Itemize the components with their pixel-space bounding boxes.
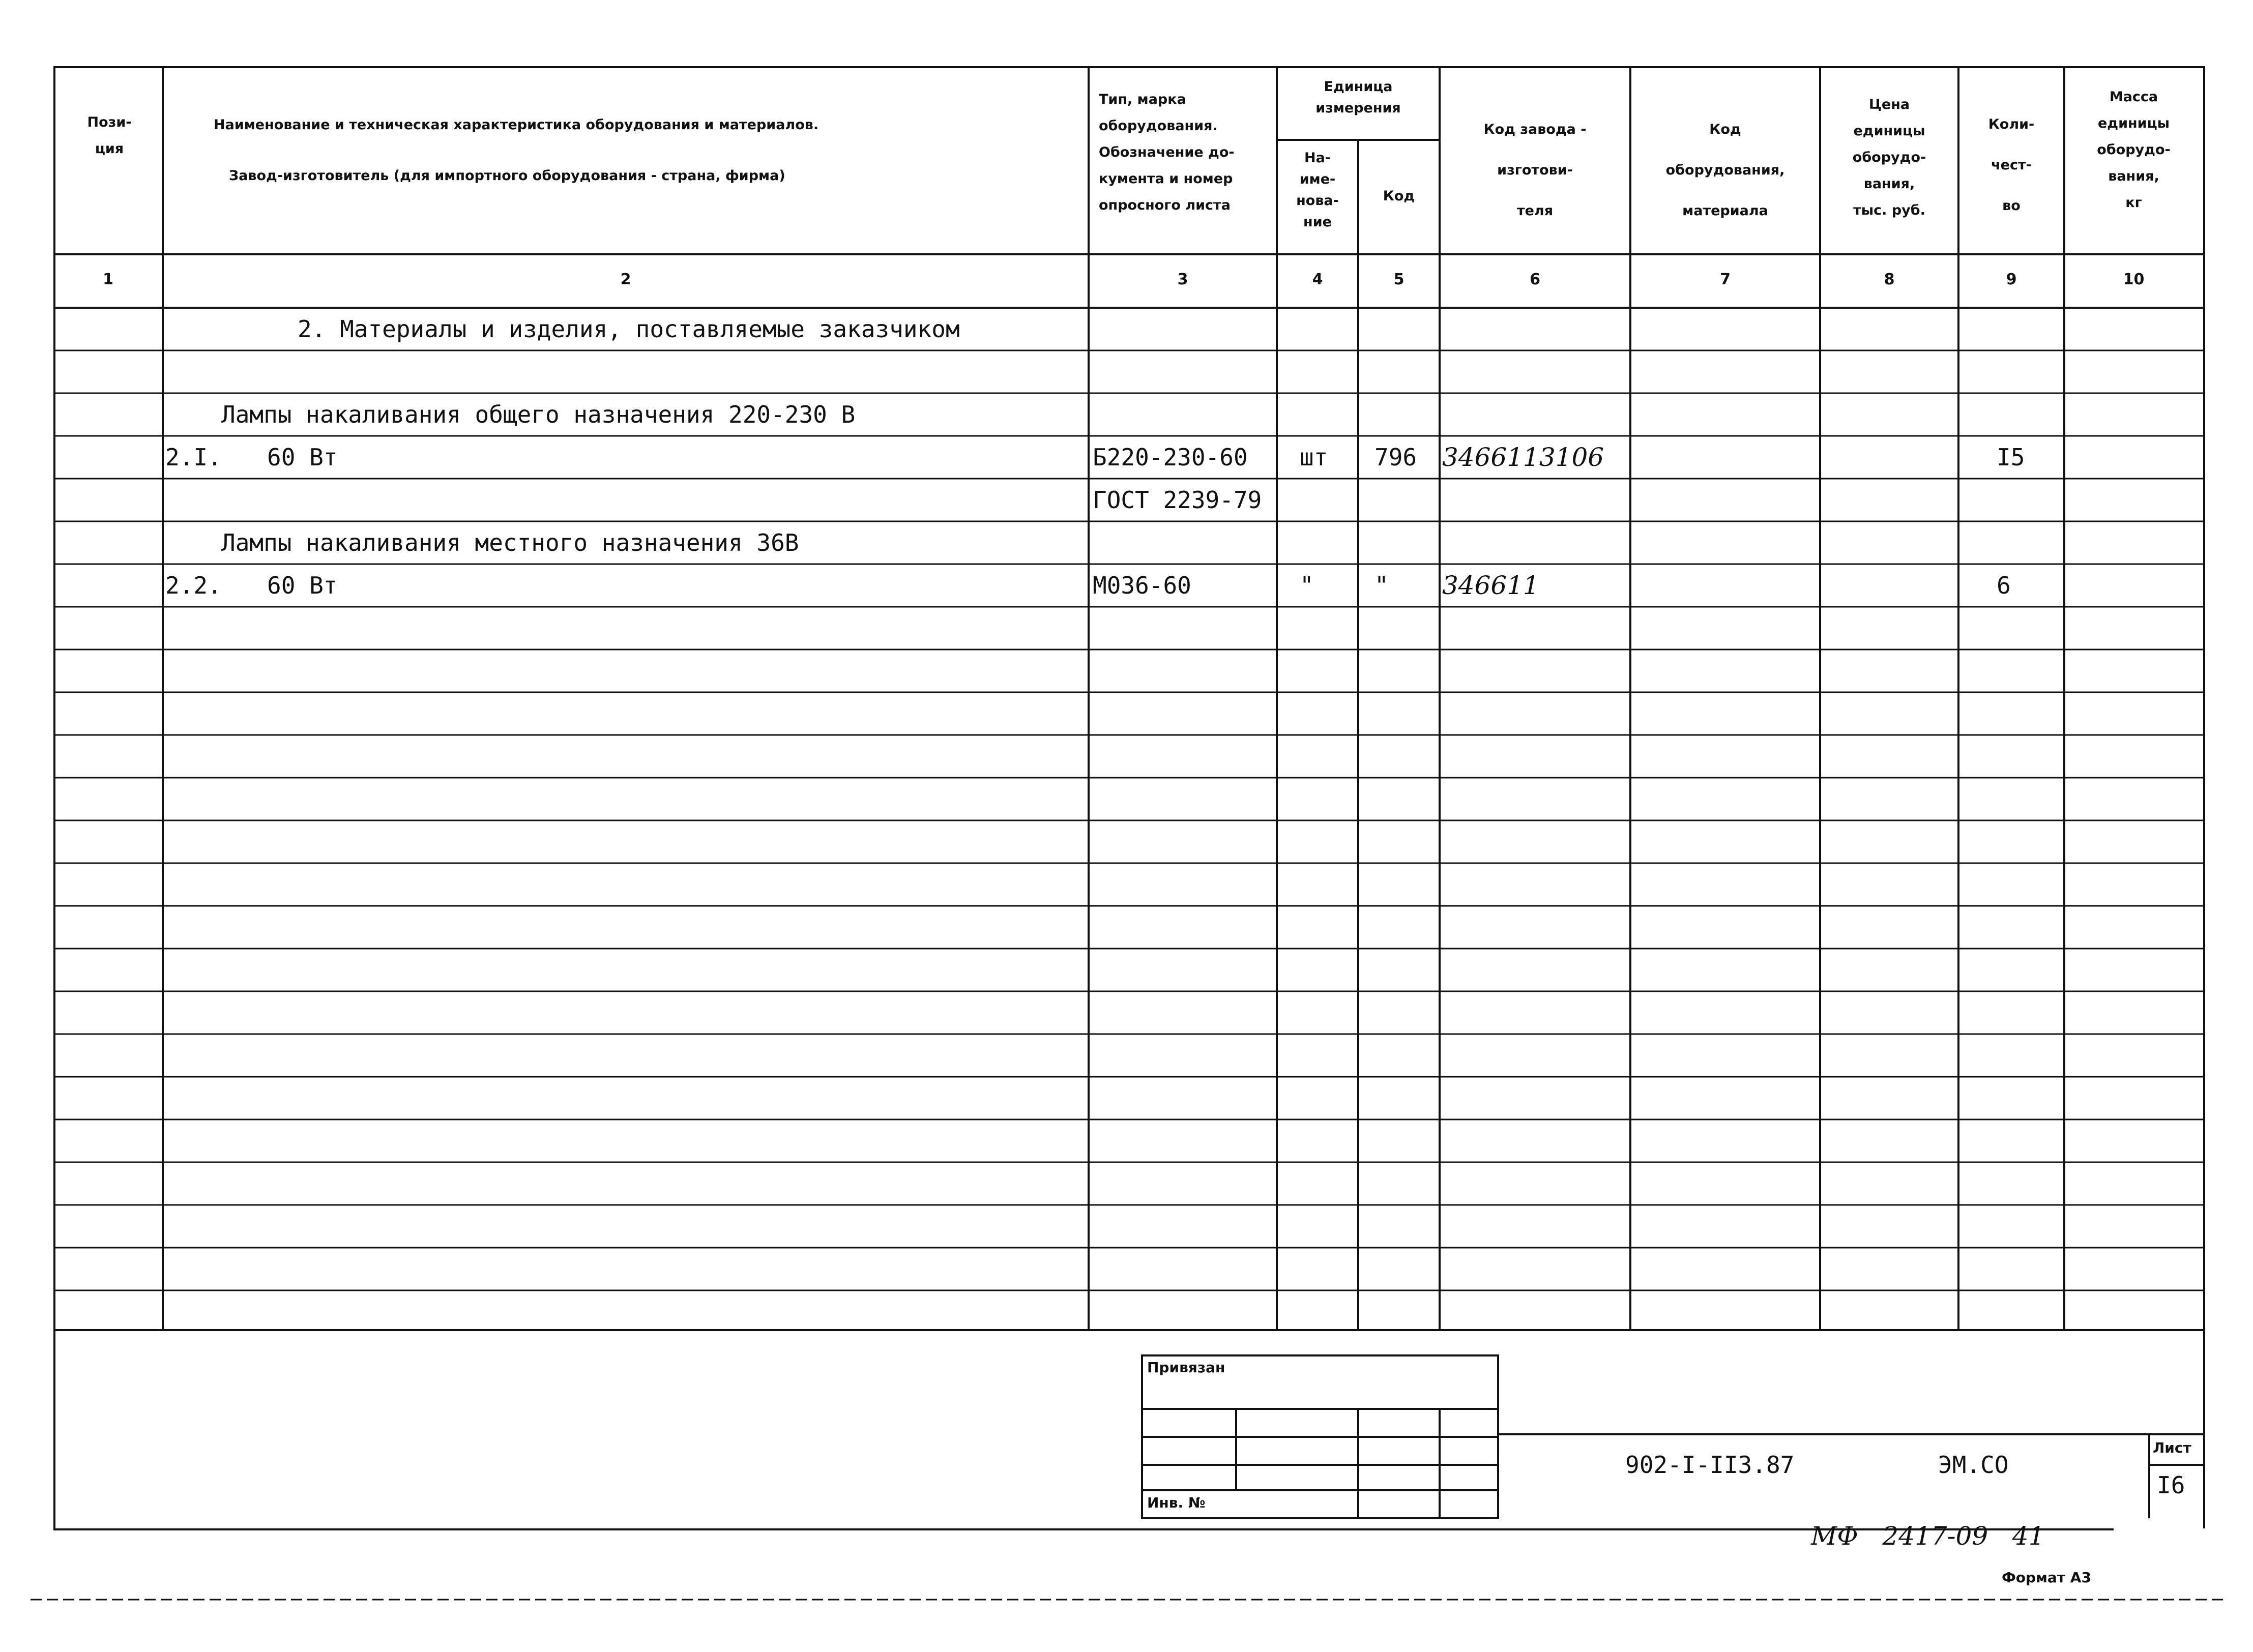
document-code: 902-I-II3.87: [1625, 1451, 1795, 1479]
column-number: 2: [620, 271, 631, 288]
row-type: Б220-230-60: [1093, 444, 1248, 471]
header-factory-code: Код завода - изготови- теля: [1483, 122, 1587, 219]
row-position: 2.I.: [165, 444, 222, 471]
header-quantity: Коли- чест- во: [1988, 116, 2035, 214]
column-number: 9: [2006, 271, 2017, 288]
row-name: 60 Вт: [267, 572, 338, 599]
sheet-number: I6: [2157, 1471, 2185, 1499]
section-heading: Лампы накаливания местного назначения 36В: [221, 529, 799, 556]
column-number: 10: [2123, 271, 2145, 288]
column-number: 5: [1393, 271, 1405, 288]
column-number: 6: [1530, 271, 1540, 288]
row-unit: ": [1300, 572, 1314, 599]
row-unit-code: ": [1374, 572, 1389, 599]
header-name-line1: Наименование и техническая характеристика оборудования и материалов.: [214, 117, 819, 133]
section-heading: Лампы накаливания общего назначения 220-230 В: [221, 401, 856, 428]
format-label: Формат А3: [2002, 1569, 2091, 1586]
section-heading: 2. Материалы и изделия, поставляемые заказчиком: [298, 315, 960, 343]
row-unit-code: 796: [1374, 444, 1417, 471]
column-number: 1: [103, 271, 113, 288]
column-number: 3: [1177, 271, 1188, 288]
header-equipment-code: Код оборудования, материала: [1665, 122, 1785, 219]
row-quantity: I5: [1997, 444, 2025, 471]
stamp-bound-label: Привязан: [1147, 1359, 1225, 1376]
handwritten-note: МФ 2417-09 41: [1811, 1521, 2045, 1551]
document-mark: ЭМ.СО: [1938, 1451, 2009, 1479]
row-factory-code: 3466113106: [1442, 442, 1604, 472]
row-name: 60 Вт: [267, 444, 338, 471]
row-type: ГОСТ 2239-79: [1093, 486, 1262, 514]
row-type: М036-60: [1093, 572, 1191, 599]
stamp-inv-label: Инв. №: [1147, 1494, 1206, 1511]
column-number: 8: [1884, 271, 1895, 288]
header-type: Тип, марка оборудования. Обозначение до- кумента и номер опросного листа: [1099, 92, 1235, 213]
header-name-line2: Завод-изготовитель (для импортного оборудования - страна, фирма): [229, 168, 785, 184]
row-factory-code: 346611: [1442, 571, 1539, 600]
column-number: 4: [1312, 271, 1323, 288]
row-unit: шт: [1300, 444, 1328, 471]
header-position: Пози- ция: [87, 114, 132, 157]
header-unit: Единица измерения: [1315, 79, 1401, 116]
row-position: 2.2.: [165, 572, 222, 599]
header-price: Цена единицы оборудо- вания, тыс. руб.: [1852, 97, 1926, 218]
header-mass: Масса единицы оборудо- вания, кг: [2097, 89, 2171, 211]
row-quantity: 6: [1997, 572, 2011, 599]
column-number: 7: [1720, 271, 1731, 288]
sheet-label: Лист: [2153, 1439, 2191, 1456]
header-unit-name: На- име- нова- ние: [1296, 150, 1339, 230]
header-unit-code: Код: [1383, 188, 1415, 204]
